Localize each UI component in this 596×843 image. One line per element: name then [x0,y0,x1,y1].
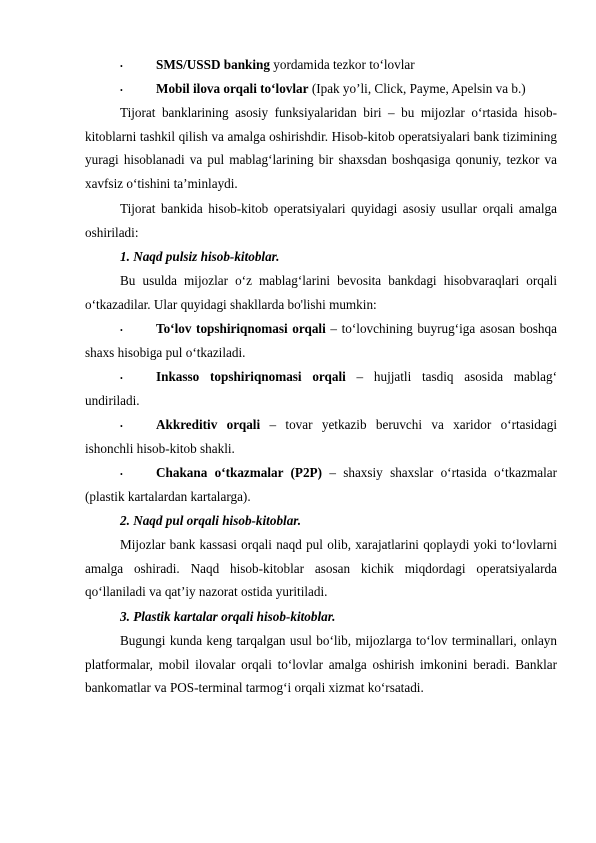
bullet-bold: To‘lov topshiriqnomasi orqali [156,321,326,336]
bullet-text: yordamida tezkor to‘lovlar [269,57,415,72]
bullet-item [156,77,557,101]
bullet-bold: SMS/USSD banking [156,57,270,72]
paragraph: Tijorat banklarining asosiy funksiyalaridan biri – bu mijozlar o‘rtasida hisob-kitoblarni tashkil qilish va amalga oshirishdir. Hisob-kitob operatsiyalari bank tizimining yuragi hisoblanadi va pul mablag‘larining bir shaxsdan boshqasiga qonuniy, tezkor va xavfsiz o‘tishini ta’minlaydi. [85,105,557,192]
paragraph: Mijozlar bank kassasi orqali naqd pul olib, xarajatlarini qoplaydi yoki to‘lovlarni amalga oshiradi. Naqd hisob-kitoblar asosan kichik miqdordagi operatsiyalarda qo‘llaniladi va qat’iy nazorat ostida yuritiladi. [85,537,557,600]
bullet-text: – tovar yetkazib beruvchi va xaridor o‘rtasidagi ishonchli hisob-kitob shakli. [85,417,557,456]
bullet-marker: • [120,422,123,431]
bullet-text: – hujjatli tasdiq asosida mablag‘ undiriladi. [85,369,558,408]
bullet-text: – shaxsiy shaxslar o‘rtasida o‘tkazmalar (plastik kartalardan kartalarga). [85,465,557,504]
bullet-marker: • [120,62,123,71]
bullet-item [85,413,557,460]
section-heading: 1. Naqd pulsiz hisob-kitoblar. [120,249,280,264]
paragraph: Bugungi kunda keng tarqalgan usul bo‘lib, mijozlarga to‘lov terminallari, onlayn platformalar, mobil ilovalar orqali to‘lovlar amalga oshirish imkonini beradi. Banklar bankomatlar va POS-terminal tarmog‘i orqali xizmat ko‘rsatadi. [85,633,557,696]
paragraph: Bu usulda mijozlar o‘z mablag‘larini bevosita bankdagi hisobvaraqlari orqali o‘tkazadilar. Ular quyidagi shakllarda bo'lishi mumkin: [85,273,557,312]
bullet-bold: Chakana o‘tkazmalar (P2P) [156,465,323,480]
bullet-item [156,53,557,77]
bullet-marker: • [120,326,123,335]
bullet-text: – to‘lovchining buyrug‘iga asosan boshqa shaxs hisobiga pul o‘tkaziladi. [85,321,557,360]
bullet-text: (Ipak yo’li, Click, Payme, Apelsin va b.) [308,81,526,96]
bullet-bold: Inkasso topshiriqnomasi orqali [156,369,346,384]
bullet-item [85,461,557,508]
bullet-marker: • [120,86,123,95]
bullet-bold: Mobil ilova orqali to‘lovlar [156,81,309,96]
bullet-marker: • [120,470,123,479]
section-heading: 3. Plastik kartalar orqali hisob-kitoblar. [120,609,336,624]
bullet-bold: Akkreditiv orqali [156,417,261,432]
section-heading: 2. Naqd pul orqali hisob-kitoblar. [120,513,301,528]
bullet-item [85,317,557,364]
bullet-item [85,365,557,412]
paragraph: Tijorat bankida hisob-kitob operatsiyalari quyidagi asosiy usullar orqali amalga oshiriladi: [85,201,557,240]
bullet-marker: • [120,374,123,383]
